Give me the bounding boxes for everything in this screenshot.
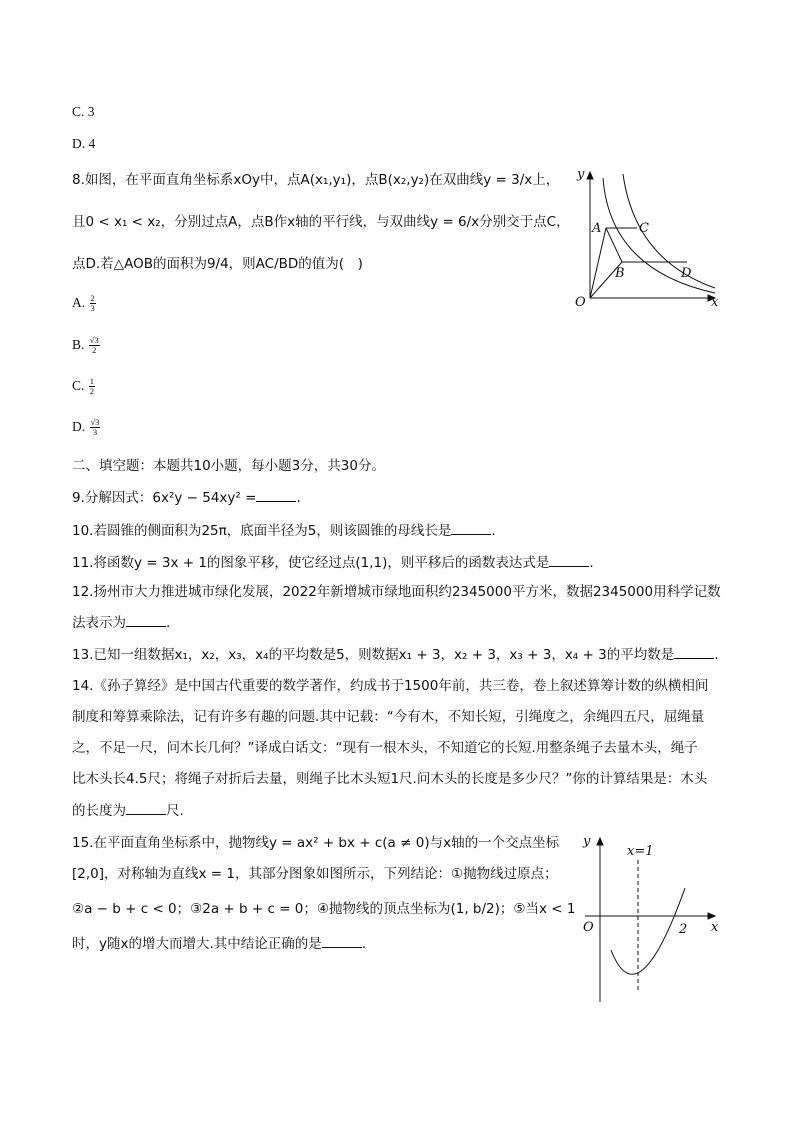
q14-line3: 之，不足一尺，问木长几何？”译成白话文：“现有一根木头，不知道它的长短.用整条绳子去量木头，绳子 [72,740,698,756]
answer-blank[interactable] [674,644,714,659]
fig-label-y: y [583,834,591,849]
q9: 9.分解因式：6x²y − 54xy² = . [72,487,301,508]
q15-line4: 时，y随x的增大而增大.其中结论正确的是 . [72,933,366,954]
fig-label-y: y [577,167,585,182]
fig-label-x: x [711,295,719,310]
x-axis-arrow [708,913,715,919]
fraction: $\frac{√3}{2}$ [89,335,99,356]
fig-label-O: O [583,920,594,935]
q8-option-d[interactable]: D. $\frac{√3}{3}$ [72,417,100,438]
fraction: $\frac{2}{3}$ [90,293,95,314]
q15-line3: ②a − b + c < 0；③2a + b + c = 0；④抛物线的顶点坐标为(1, b/2)；⑤当x < 1 [72,901,576,917]
q8-line3: 点D.若△AOB的面积为9/4，则AC/BD的值为( ) [72,256,363,272]
q15-parabola-figure [575,830,725,1010]
q13: 13.已知一组数据x₁，x₂，x₃，x₄的平均数是5，则数据x₁ + 3，x₂ + 3，x₃ + 3，x₄ + 3的平均数是 . [72,644,719,665]
fig-label-2: 2 [679,922,688,937]
fig-label-O: O [575,295,586,310]
q8-option-b[interactable]: B. $\frac{√3}{2}$ [72,335,99,356]
answer-blank[interactable] [322,933,362,948]
q15-line1: 15.在平面直角坐标系中，抛物线y = ax² + bx + c(a ≠ 0)与x轴的一个交点坐标 [72,835,560,851]
answer-blank[interactable] [451,520,491,535]
segment-OA [590,228,606,298]
option-c-prev: C. 3 [72,104,95,119]
q12-line1: 12.扬州市大力推进城市绿化发展，2022年新增城市绿地面积约2345000平方米，数据2345000用科学记数 [72,584,721,600]
fig-label-A: A [592,221,602,236]
q8-line2: 且0 < x₁ < x₂，分别过点A，点B作x轴的平行线，与双曲线y = 6/x分别交于点C， [72,214,570,230]
q8-option-a[interactable]: A. $\frac{2}{3}$ [72,293,95,314]
y-axis-arrow [597,838,603,845]
y-axis-arrow [587,172,593,179]
q14-line1: 14.《孙子算经》是中国古代重要的数学著作，约成书于1500年前，共三卷，卷上叙述算筹计数的纵横相间 [72,678,709,694]
answer-blank[interactable] [126,612,166,627]
q15-line2: [2,0]，对称轴为直线x = 1，其部分图象如图所示，下列结论：①抛物线过原点； [72,866,558,882]
fig-label-x: x [711,920,719,935]
answer-blank[interactable] [256,487,296,502]
q14-line5: 的长度为 尺. [72,800,184,821]
answer-blank[interactable] [126,800,166,815]
q8-line1: 8.如图，在平面直角坐标系xOy中，点A(x₁,y₁)，点B(x₂,y₂)在双曲线y = 3/x上， [72,172,560,188]
curve-y-6-over-x [623,174,715,288]
answer-blank[interactable] [549,552,589,567]
q8-option-c[interactable]: C. $\frac{1}{2}$ [72,376,95,397]
section-heading: 二、填空题：本题共10小题，每小题3分，共30分。 [72,458,385,474]
q8-hyperbola-figure [565,160,730,310]
option-d-prev: D. 4 [72,136,96,151]
fig-label-x-eq-1: x=1 [627,844,654,859]
fraction: $\frac{1}{2}$ [89,376,95,397]
q10: 10.若圆锥的侧面积为25π，底面半径为5，则该圆锥的母线长是 . [72,520,496,541]
parabola-curve [611,888,688,974]
fraction: $\frac{√3}{3}$ [90,417,100,438]
q11: 11.将函数y = 3x + 1的图象平移，使它经过点(1,1)，则平移后的函数表达式是 . [72,552,594,573]
q14-line4: 比木头长4.5尺；将绳子对折后去量，则绳子比木头短1尺.问木头的长度是多少尺？”你的计算结果是：木头 [72,771,708,787]
fig-label-B: B [615,266,625,281]
fig-label-C: C [639,221,649,236]
q12-line2: 法表示为 . [72,612,170,633]
fig-label-D: D [681,266,692,281]
q14-line2: 制度和筹算乘除法，记有许多有趣的问题.其中记载：“今有木，不知长短，引绳度之，余绳四五尺，屈绳量 [72,709,705,725]
